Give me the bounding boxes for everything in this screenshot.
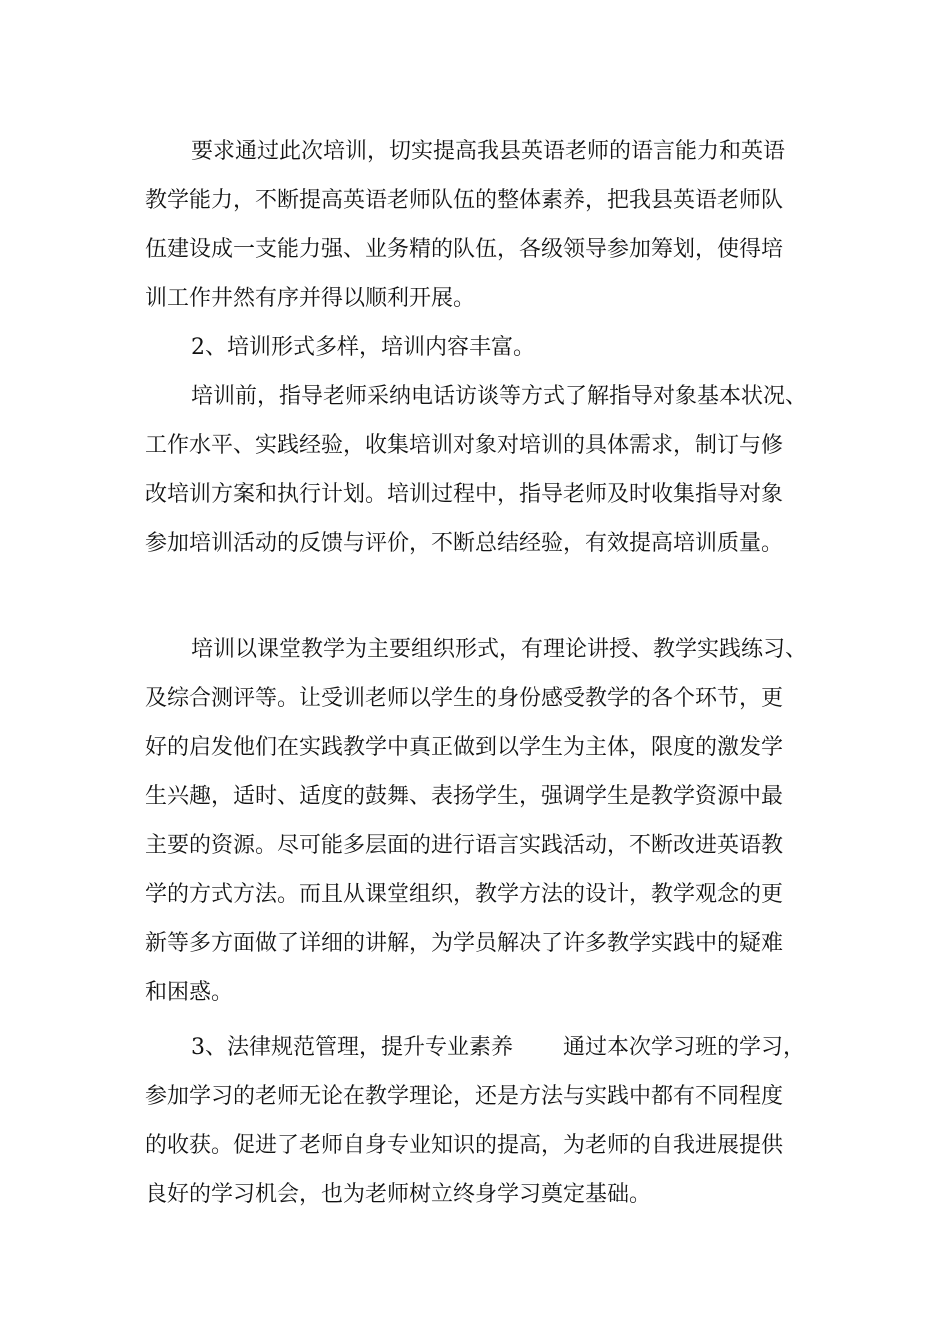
text-line xyxy=(0,1079,950,1115)
line-text: 培训以课堂教学为主要组织形式，有理论讲授、教学实践练习、 xyxy=(191,637,808,662)
text-line xyxy=(0,975,950,1011)
text-line xyxy=(0,632,950,668)
line-text: 教学能力，不断提高英语老师队伍的整体素养，把我县英语老师队 xyxy=(145,188,784,213)
text-line xyxy=(0,428,950,464)
line-text: 新等多方面做了详细的讲解，为学员解决了许多教学实践中的疑难 xyxy=(145,931,784,956)
text-line xyxy=(0,183,950,219)
text-line xyxy=(0,681,950,717)
text-line xyxy=(0,779,950,815)
line-text: 训工作井然有序并得以顺利开展。 xyxy=(145,286,476,311)
text-line xyxy=(0,1128,950,1164)
text-line xyxy=(0,134,950,170)
text-line xyxy=(0,526,950,562)
line-text: 及综合测评等。让受训老师以学生的身份感受教学的各个环节，更 xyxy=(145,686,784,711)
line-text: 工作水平、实践经验，收集培训对象对培训的具体需求，制订与修 xyxy=(145,433,784,458)
line-text: 通过本次学习班的学习， xyxy=(563,1035,806,1060)
section-heading xyxy=(0,1030,950,1066)
line-text: 参加培训活动的反馈与评价，不断总结经验，有效提高培训质量。 xyxy=(145,531,784,556)
text-line xyxy=(0,281,950,317)
text-line xyxy=(0,926,950,962)
line-text: 培训前，指导老师采纳电话访谈等方式了解指导对象基本状况、 xyxy=(191,384,808,409)
section-heading xyxy=(0,330,950,366)
line-text: 学的方式方法。而且从课堂组织，教学方法的设计，教学观念的更 xyxy=(145,882,784,907)
text-line xyxy=(0,730,950,766)
text-line xyxy=(0,379,950,415)
line-text: 的收获。促进了老师自身专业知识的提高，为老师的自我进展提供 xyxy=(145,1133,784,1158)
text-line xyxy=(0,477,950,513)
line-text: 良好的学习机会，也为老师树立终身学习奠定基础。 xyxy=(145,1182,652,1207)
text-line xyxy=(0,232,950,268)
line-text: 生兴趣，适时、适度的鼓舞、表扬学生，强调学生是教学资源中最 xyxy=(145,784,784,809)
line-text: 2、培训形式多样，培训内容丰富。 xyxy=(191,335,535,360)
line-text: 改培训方案和执行计划。培训过程中，指导老师及时收集指导对象 xyxy=(145,482,784,507)
line-text: 伍建设成一支能力强、业务精的队伍，各级领导参加筹划，使得培 xyxy=(145,237,784,262)
text-line xyxy=(0,828,950,864)
line-text: 好的启发他们在实践教学中真正做到以学生为主体，限度的激发学 xyxy=(145,735,784,760)
line-text: 和困惑。 xyxy=(145,980,234,1005)
text-line xyxy=(0,1177,950,1213)
line-text: 要求通过此次培训，切实提高我县英语老师的语言能力和英语 xyxy=(191,139,786,164)
text-line xyxy=(0,877,950,913)
line-text: 参加学习的老师无论在教学理论，还是方法与实践中都有不同程度 xyxy=(145,1084,784,1109)
line-text: 主要的资源。尽可能多层面的进行语言实践活动，不断改进英语教 xyxy=(145,833,784,858)
line-text: 3、法律规范管理，提升专业素养 xyxy=(191,1035,513,1060)
